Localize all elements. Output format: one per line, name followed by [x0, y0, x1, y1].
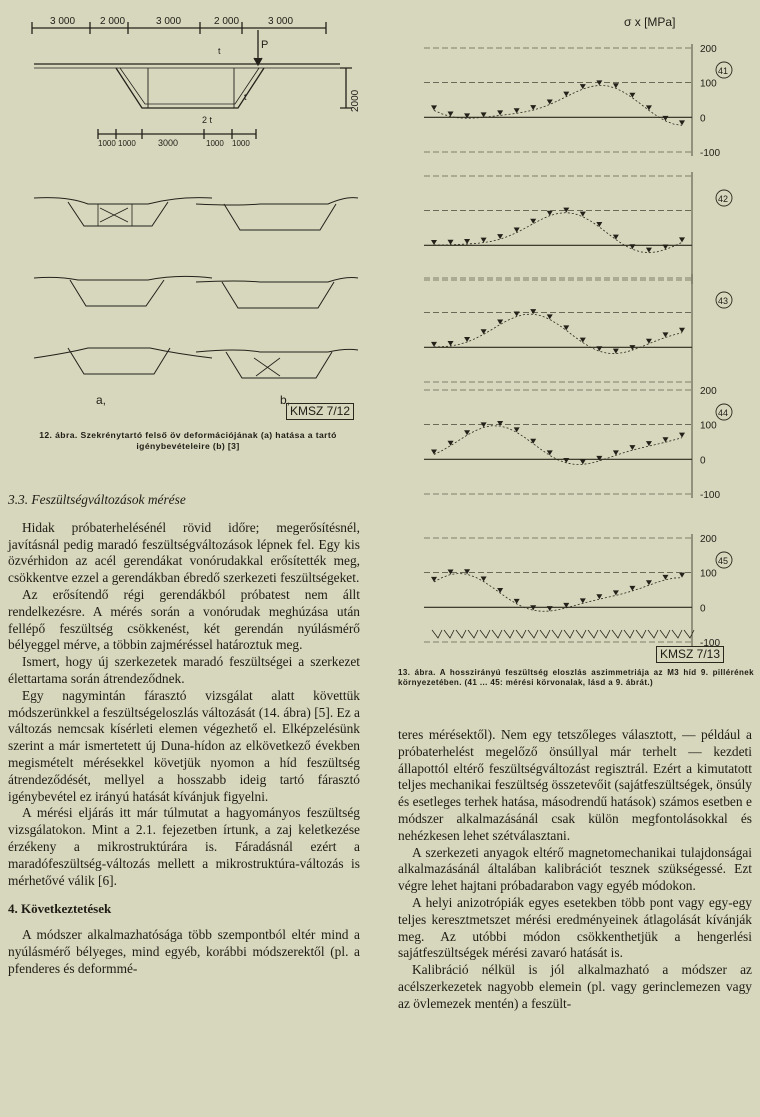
- data-marker: [514, 599, 520, 604]
- stress-curve: [434, 426, 682, 465]
- tick-label: -100: [700, 490, 721, 501]
- data-marker: [563, 458, 569, 463]
- section-heading-3-3: 3.3. Feszültségváltozások mérése: [8, 492, 186, 507]
- tick-label: 100: [700, 568, 717, 580]
- figure-12-drawing: [28, 8, 368, 428]
- data-marker: [646, 248, 652, 253]
- data-marker: [497, 588, 503, 593]
- tick-label: 200: [700, 44, 717, 55]
- data-marker: [431, 342, 437, 347]
- dim-top-4: 2 000: [214, 16, 240, 27]
- paragraph: Ismert, hogy új szerkezetek maradó feszültségei a szerkezet élettartama során átrendeződnek.: [8, 654, 360, 686]
- data-marker: [613, 235, 619, 240]
- data-marker: [448, 341, 454, 346]
- data-marker: [497, 110, 503, 115]
- paragraph: Kalibráció nélkül is jól alkalmazható a módszer az acélszerkezetek nagyobb elemein (pl. vagy gerinclemezen vagy az övlemezek mentén) a feszült-: [398, 962, 752, 1011]
- section-heading-4: 4. Következtetések: [8, 901, 112, 917]
- curve-label: 45: [718, 556, 729, 566]
- svg-text:t: t: [218, 46, 221, 56]
- data-marker: [431, 105, 437, 110]
- tick-label: 0: [700, 113, 706, 125]
- dim-bottom-5: 1000: [232, 139, 250, 148]
- data-marker: [514, 228, 520, 233]
- tick-label: 100: [700, 420, 717, 432]
- data-marker: [431, 577, 437, 582]
- svg-text:t: t: [244, 92, 247, 102]
- figure-12-caption: 12. ábra. Szekrénytartó felső öv deformációjának (a) hatása a tartó igénybevételeire (b) [3]: [39, 430, 337, 451]
- data-marker: [596, 222, 602, 227]
- tick-label: 200: [700, 386, 717, 397]
- data-marker: [679, 237, 685, 242]
- label-b: b,: [280, 393, 291, 407]
- left-column: [8, 492, 360, 978]
- label-a: a,: [96, 393, 107, 407]
- figure-13: [396, 8, 756, 668]
- deformation-sketches-b: [196, 198, 358, 378]
- data-marker: [464, 337, 470, 342]
- data-marker: [580, 338, 586, 343]
- data-marker: [448, 112, 454, 117]
- data-marker: [613, 83, 619, 88]
- figure-13-caption: 13. ábra. A hosszirányú feszültség eloszlás aszimmetriája az M3 híd 9. pillérének környezetében. (41 ... 45: mérési körvonalak, lásd a 9. ábrát.): [398, 668, 754, 687]
- curve-label: 43: [718, 296, 729, 306]
- dim-height: 2000: [350, 89, 361, 112]
- data-marker: [497, 421, 503, 426]
- dim-top-2: 2 000: [100, 16, 126, 27]
- tick-label: 0: [700, 455, 706, 467]
- data-marker: [547, 211, 553, 216]
- data-marker: [580, 598, 586, 603]
- data-marker: [679, 120, 685, 125]
- paragraph: Egy nagymintán fárasztó vizsgálat alatt követtük módszerünkkel a feszültségeloszlás változását (14. ábra) [5]. Ez a változás nemcsak kísérleti elemen végezhető el. Elképzelésünk szerint a már ismertetett új Duna-hídon az elkövetkező években megismételt mérésekkel követjük nyomon a híd feszültség átrendeződését, mellyel a hosszabb ideig tartó fárasztó igénybevétel ez irányú hatását kívánjuk figyelni.: [8, 687, 360, 804]
- tick-label: -100: [700, 638, 721, 649]
- measurement-point-marks: [432, 630, 694, 638]
- dim-bottom-4: 1000: [206, 139, 224, 148]
- tick-label: -100: [700, 148, 721, 159]
- paragraph: A mérési eljárás itt már túlmutat a hagyományos feszültség vizsgálatokon. Mint a 2.1. fejezetben írtunk, a zaj keletkezése érzékeny a mikrostruktúrára is. Fáradásnál ezért a maradófeszültség-változás mellett a mikrostruktúra-változás is mérhetővé válik [6].: [8, 805, 360, 888]
- tick-label: 0: [700, 603, 706, 615]
- data-marker: [580, 459, 586, 464]
- load-label: P: [261, 39, 269, 51]
- data-marker: [679, 328, 685, 333]
- data-marker: [481, 112, 487, 117]
- deformation-sketches-a: [34, 198, 212, 374]
- tick-label: 100: [700, 78, 717, 90]
- data-marker: [613, 349, 619, 354]
- data-marker: [530, 439, 536, 444]
- curve-label: 42: [718, 194, 729, 204]
- dim-bottom-3: 3000: [158, 138, 179, 148]
- data-marker: [530, 105, 536, 110]
- dim-top-5: 3 000: [268, 16, 294, 27]
- figure-12-stamp: KMSZ 7/12: [286, 403, 354, 420]
- tick-label: 200: [700, 534, 717, 545]
- curve-label: 41: [718, 66, 729, 76]
- data-marker: [448, 240, 454, 245]
- data-marker: [662, 244, 668, 249]
- box-girder-section: [34, 30, 361, 125]
- dim-bottom-2: 1000: [118, 139, 136, 148]
- dim-top-3: 3 000: [156, 16, 182, 27]
- stress-curve: [434, 85, 682, 125]
- data-marker: [662, 116, 668, 121]
- data-marker: [563, 325, 569, 330]
- data-marker: [448, 570, 454, 575]
- right-column: [398, 727, 752, 1013]
- data-marker: [547, 450, 553, 455]
- paragraph: A helyi anizotrópiák egyes esetekben több pont vagy egy-egy teljes keresztmetszet mérési eredményeinek átlagolását kívánják meg. Az utóbbi módon csökkenthetjük a hengerlési sajátfeszültségek mérési zavaró hatását is.: [398, 894, 752, 961]
- data-marker: [662, 332, 668, 337]
- paragraph: A szerkezeti anyagok eltérő magnetomechanikai tulajdonságai alkalmazásánál általában kalibrációt tesznek szükségessé. Ezt végre lehet hajtani próbadarabon vagy egyéb módokon.: [398, 844, 752, 894]
- data-marker: [547, 606, 553, 611]
- paragraph: A módszer alkalmazhatósága több szempontból eltér mind a nyúlásmérő bélyeges, mind egyéb, korábbi módszerektől (pl. a pfenderes és deformmé-: [8, 927, 360, 976]
- data-marker: [464, 569, 470, 574]
- data-marker: [629, 93, 635, 98]
- paragraph: teres mérésektől). Nem egy tetszőleges választott, — például a próbaterhelést megelőző önsúllyal már terhelt — kezdeti állapottól eltérő feszültségváltozást regisztrál. Ezért a kimutatott teljes mechanikai feszültség összetevőit (sajátfeszültségek, önsúly és esetleges terhek hatása, másodrendű hatások) számos esetben e módszer alkalmazásánál csak külön megfontolásokkal és nehézkesen lehet szétválasztani.: [398, 727, 752, 843]
- figure-12: [28, 8, 368, 428]
- figure-13-chart: [396, 8, 756, 668]
- data-marker: [662, 437, 668, 442]
- data-marker: [431, 450, 437, 455]
- data-marker: [481, 238, 487, 243]
- data-marker: [679, 433, 685, 438]
- paragraph: Hidak próbaterhelésénél rövid időre; megerősítésnél, javításnál pedig maradó feszültségváltozások lépnek fel. Egy kis özvérhidon az acél gerendákat vonórudakkal erősítették meg, csökkentve ezzel a gerendákban ébredő szerkezeti feszültségeket.: [8, 519, 360, 586]
- data-marker: [679, 573, 685, 578]
- axis-unit: σ x [MPa]: [624, 15, 676, 29]
- stress-curve: [434, 573, 682, 611]
- figure-13-stamp: KMSZ 7/13: [656, 646, 724, 663]
- data-marker: [431, 240, 437, 245]
- curve-label: 44: [718, 408, 729, 418]
- data-marker: [481, 329, 487, 334]
- dim-bottom-1: 1000: [98, 139, 116, 148]
- data-marker: [563, 208, 569, 213]
- dim-top-1: 3 000: [50, 16, 76, 27]
- data-marker: [613, 450, 619, 455]
- data-marker: [629, 586, 635, 591]
- data-marker: [481, 576, 487, 581]
- data-marker: [563, 92, 569, 97]
- stress-curve: [434, 213, 682, 253]
- data-marker: [646, 105, 652, 110]
- data-marker: [448, 441, 454, 446]
- paragraph: Az erősítendő régi gerendákból próbatest nem állt rendelkezésre. A mérés során a vonórudak meghúzása után fellépő feszültség csökkenést, két gerendán nyúlásmérő bélyeggel mérve, a többin zajméréssel határoztuk meg.: [8, 586, 360, 653]
- data-marker: [530, 309, 536, 314]
- svg-text:2 t: 2 t: [202, 115, 213, 125]
- data-marker: [464, 239, 470, 244]
- data-marker: [514, 311, 520, 316]
- data-marker: [514, 108, 520, 113]
